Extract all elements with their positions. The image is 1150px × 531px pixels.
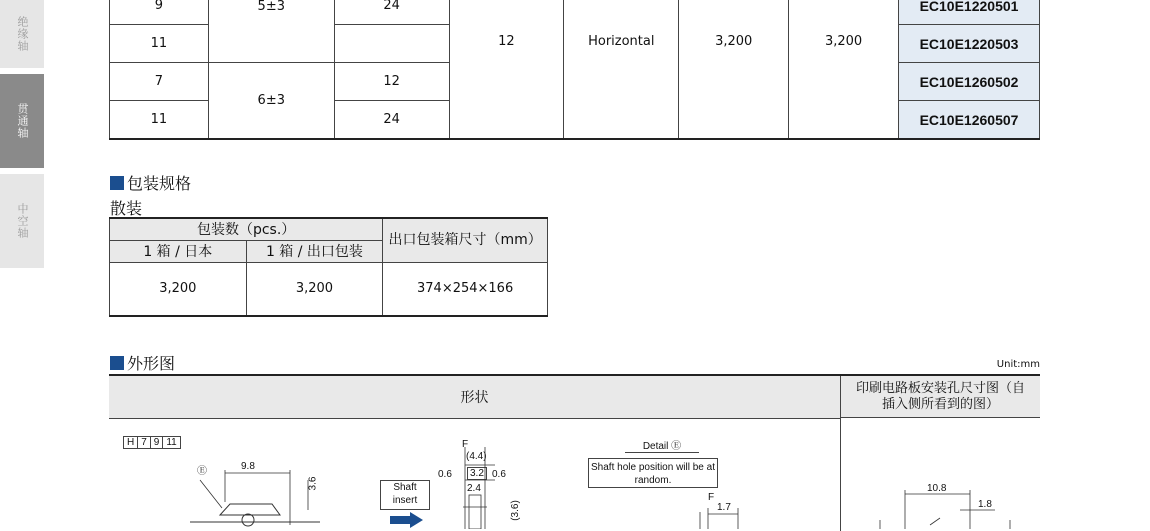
dim-label: 0.6 bbox=[438, 469, 452, 480]
table-cell: 374×254×166 bbox=[383, 262, 548, 316]
detail-label: Detail Ⓔ bbox=[625, 437, 699, 453]
dim-label: (3.6) bbox=[509, 500, 521, 521]
packaging-heading: 包装规格 bbox=[110, 171, 191, 194]
spec-table bbox=[109, 0, 1040, 140]
table-cell: 3,200 bbox=[789, 0, 899, 139]
dim-label: 9.8 bbox=[241, 461, 255, 472]
part-number-cell: EC10E1220503 bbox=[899, 25, 1040, 63]
sidebar-item-label: 中空轴 bbox=[16, 203, 29, 239]
component-outline-drawing bbox=[180, 470, 330, 529]
outline-heading: 外形图 bbox=[110, 351, 175, 374]
table-cell: 6±3 bbox=[208, 63, 334, 140]
shape-column-header: 形状 bbox=[109, 376, 841, 419]
table-cell: 3,200 bbox=[110, 262, 247, 316]
part-number-cell: EC10E1220501 bbox=[899, 0, 1040, 25]
shaft-side-drawing bbox=[455, 447, 515, 529]
unit-label: Unit:mm bbox=[996, 359, 1040, 370]
table-cell: 3,200 bbox=[679, 0, 789, 139]
sidebar-item-label: 绝缘轴 bbox=[16, 16, 29, 52]
sidebar-item-hollow-shaft[interactable] bbox=[0, 174, 44, 268]
sidebar-item-label: 贯通轴 bbox=[16, 103, 29, 139]
table-header: 出口包装箱尺寸（mm） bbox=[383, 218, 548, 262]
dim-label: 0.6 bbox=[492, 469, 506, 480]
sidebar-item-insulated-shaft[interactable] bbox=[0, 0, 44, 68]
dim-label: 1.7 bbox=[717, 502, 731, 513]
table-cell: 9 bbox=[110, 0, 209, 25]
pcb-hole-drawing bbox=[870, 490, 1030, 529]
square-bullet-icon bbox=[110, 356, 124, 370]
h-value-box: H 7 9 11 bbox=[123, 436, 181, 449]
table-cell: 3,200 bbox=[246, 262, 383, 316]
table-row bbox=[110, 0, 1040, 25]
table-cell: 11 bbox=[110, 101, 209, 140]
dim-label: 10.8 bbox=[927, 483, 947, 494]
table-cell: 24 bbox=[334, 0, 449, 25]
table-cell: 7 bbox=[110, 63, 209, 101]
table-cell bbox=[334, 25, 449, 63]
detail-e-drawing bbox=[695, 500, 745, 529]
table-header: 1 箱 / 出口包装 bbox=[246, 240, 383, 262]
dim-label: (4.4) bbox=[466, 451, 487, 462]
dim-label: 3.2 bbox=[467, 467, 487, 480]
table-header: 1 箱 / 日本 bbox=[110, 240, 247, 262]
table-row bbox=[110, 262, 548, 316]
sidebar-item-through-shaft[interactable] bbox=[0, 74, 44, 168]
table-cell: 5±3 bbox=[208, 0, 334, 63]
part-number-cell: EC10E1260507 bbox=[899, 101, 1040, 140]
table-cell: 12 bbox=[334, 63, 449, 101]
detail-e-mark: Ⓔ bbox=[197, 466, 207, 477]
table-cell: 12 bbox=[449, 0, 564, 139]
arrow-right-icon bbox=[390, 512, 424, 528]
pcb-column-header: 印刷电路板安装孔尺寸图（自插入侧所看到的图） bbox=[841, 376, 1040, 418]
dim-label: F bbox=[462, 439, 469, 450]
shaft-insert-label: Shaft insert bbox=[380, 480, 430, 510]
dim-label: 1.8 bbox=[978, 499, 992, 510]
packaging-subheading: 散装 bbox=[110, 199, 143, 218]
table-cell: 11 bbox=[110, 25, 209, 63]
dim-label: 2.4 bbox=[467, 483, 481, 494]
table-cell: Horizontal bbox=[564, 0, 679, 139]
dim-label: F bbox=[708, 492, 715, 503]
table-cell: 24 bbox=[334, 101, 449, 140]
shaft-hole-note: Shaft hole position will be at random. bbox=[588, 458, 718, 488]
square-bullet-icon bbox=[110, 176, 124, 190]
packaging-table bbox=[109, 217, 548, 317]
dim-label: 3.6 bbox=[307, 476, 319, 491]
table-header: 包装数（pcs.） bbox=[110, 218, 383, 240]
part-number-cell: EC10E1260502 bbox=[899, 63, 1040, 101]
